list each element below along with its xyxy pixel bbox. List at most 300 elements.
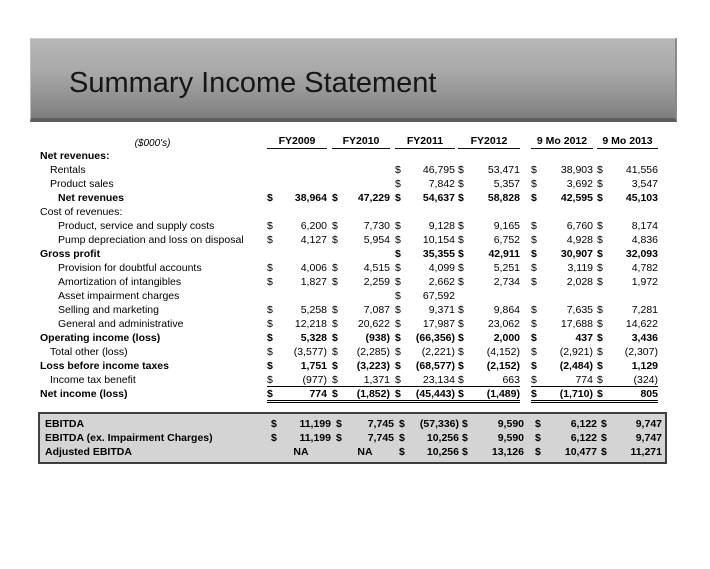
amount: 5,357 [493, 178, 520, 190]
table-row [38, 289, 658, 303]
dollar-sign: $ [597, 248, 603, 260]
value-cell [395, 373, 455, 387]
value-cell [597, 233, 658, 247]
dollar-sign: $ [458, 178, 464, 190]
amount: 5,258 [300, 304, 327, 316]
amount: 42,595 [560, 192, 593, 204]
amount: 20,622 [357, 318, 390, 330]
dollar-sign: $ [458, 304, 464, 316]
row-label: Product, service and supply costs [58, 220, 215, 232]
amount: 46,795 [422, 164, 455, 176]
table-row [38, 233, 658, 247]
row-label: Asset impairment charges [58, 290, 180, 302]
value-cell [458, 387, 520, 401]
amount: (1,489) [486, 388, 520, 400]
income-statement-rows [38, 149, 658, 401]
amount: 3,119 [567, 262, 593, 274]
value-cell [336, 445, 394, 459]
dollar-sign: $ [332, 234, 338, 246]
amount: 8,174 [631, 220, 658, 232]
slide-title-banner [30, 38, 677, 122]
table-row [38, 359, 658, 373]
value-cell [395, 163, 455, 177]
value-cell [271, 417, 331, 431]
dollar-sign: $ [535, 446, 541, 458]
value-cell [395, 289, 455, 303]
dollar-sign: $ [395, 178, 401, 190]
amount: 6,752 [493, 234, 520, 246]
dollar-sign: $ [332, 388, 338, 400]
dollar-sign: $ [597, 360, 603, 372]
amount: 2,000 [493, 332, 520, 344]
value-cell [458, 261, 520, 275]
amount: 23,134 [422, 374, 455, 386]
value-cell [601, 417, 662, 431]
table-row [38, 331, 658, 345]
column-header: 9 Mo 2012 [531, 135, 593, 149]
dollar-sign: $ [395, 290, 401, 302]
dollar-sign: $ [597, 374, 603, 386]
amount: 58,828 [487, 192, 520, 204]
amount: 4,127 [300, 234, 327, 246]
amount: 805 [640, 388, 658, 400]
dollar-sign: $ [267, 304, 273, 316]
amount: 11,199 [299, 432, 331, 444]
value-cell [531, 163, 593, 177]
dollar-sign: $ [267, 332, 273, 344]
value-cell [597, 247, 658, 261]
value-cell [462, 445, 524, 459]
amount: 1,972 [631, 276, 658, 288]
amount: 7,745 [367, 432, 394, 444]
value-cell [267, 317, 327, 331]
dollar-sign: $ [597, 192, 603, 204]
value-cell [535, 417, 597, 431]
value-cell [395, 247, 455, 261]
amount: (938) [365, 332, 390, 344]
amount: 9,590 [497, 432, 524, 444]
value-cell [267, 303, 327, 317]
amount: 10,477 [564, 446, 597, 458]
amount: 13,126 [491, 446, 524, 458]
amount: 17,688 [560, 318, 593, 330]
table-row [38, 205, 658, 219]
amount: 9,747 [635, 432, 662, 444]
value-cell [267, 233, 327, 247]
value-cell [531, 261, 593, 275]
amount: 6,200 [300, 220, 327, 232]
amount: 4,928 [566, 234, 593, 246]
value-cell [531, 275, 593, 289]
value-cell [336, 417, 394, 431]
table-row [38, 275, 658, 289]
amount: 67,592 [422, 290, 455, 302]
dollar-sign: $ [458, 164, 464, 176]
amount: 5,251 [493, 262, 520, 274]
dollar-sign: $ [462, 446, 468, 458]
value-cell [395, 261, 455, 275]
dollar-sign: $ [332, 332, 338, 344]
value-cell [332, 387, 390, 401]
ebitda-summary-box [38, 412, 667, 464]
amount: 2,734 [493, 276, 520, 288]
dollar-sign: $ [332, 192, 338, 204]
amount: 2,028 [566, 276, 593, 288]
value-cell [458, 219, 520, 233]
dollar-sign: $ [267, 192, 273, 204]
amount: 10,256 [426, 432, 459, 444]
row-label: Rentals [50, 164, 86, 176]
dollar-sign: $ [332, 304, 338, 316]
dollar-sign: $ [395, 262, 401, 274]
amount: 1,827 [300, 276, 327, 288]
value-cell [531, 247, 593, 261]
amount: 10,256 [426, 446, 459, 458]
dollar-sign: $ [458, 332, 464, 344]
amount: 774 [575, 374, 593, 386]
row-label: General and administrative [58, 318, 184, 330]
dollar-sign: $ [597, 304, 603, 316]
row-label: Adjusted EBITDA [45, 446, 132, 458]
value-cell [458, 247, 520, 261]
value-cell [332, 191, 390, 205]
value-cell [332, 373, 390, 387]
value-cell [531, 317, 593, 331]
amount: 7,635 [566, 304, 593, 316]
value-cell [597, 177, 658, 191]
amount: 437 [575, 332, 593, 344]
dollar-sign: $ [332, 374, 338, 386]
value-cell [597, 387, 658, 401]
value-cell [395, 331, 455, 345]
na-value: NA [293, 446, 309, 458]
row-label: Cost of revenues: [40, 206, 123, 218]
table-row [38, 261, 658, 275]
dollar-sign: $ [458, 388, 464, 400]
dollar-sign: $ [267, 220, 273, 232]
dollar-sign: $ [597, 276, 603, 288]
dollar-sign: $ [531, 220, 537, 232]
amount: (57,336) [419, 418, 459, 430]
amount: 4,099 [428, 262, 455, 274]
dollar-sign: $ [531, 276, 537, 288]
value-cell [332, 303, 390, 317]
value-cell [597, 275, 658, 289]
amount: 41,556 [625, 164, 658, 176]
value-cell [597, 317, 658, 331]
dollar-sign: $ [458, 374, 464, 386]
amount: 7,745 [367, 418, 394, 430]
dollar-sign: $ [395, 304, 401, 316]
amount: (3,577) [293, 346, 327, 358]
amount: 6,122 [570, 418, 597, 430]
value-cell [597, 219, 658, 233]
dollar-sign: $ [332, 318, 338, 330]
dollar-sign: $ [535, 432, 541, 444]
value-cell [462, 431, 524, 445]
amount: 5,954 [363, 234, 390, 246]
value-cell [531, 345, 593, 359]
value-cell [399, 417, 459, 431]
value-cell [531, 233, 593, 247]
value-cell [458, 359, 520, 373]
value-cell [531, 387, 593, 401]
amount: 32,093 [625, 248, 658, 260]
dollar-sign: $ [458, 318, 464, 330]
dollar-sign: $ [267, 374, 273, 386]
value-cell [531, 373, 593, 387]
value-cell [531, 177, 593, 191]
value-cell [267, 331, 327, 345]
dollar-sign: $ [267, 360, 273, 372]
value-cell [458, 191, 520, 205]
amount: 7,087 [363, 304, 390, 316]
amount: 774 [309, 388, 327, 400]
value-cell [597, 345, 658, 359]
value-cell [395, 345, 455, 359]
row-label: Operating income (loss) [40, 332, 161, 344]
value-cell [531, 303, 593, 317]
value-cell [267, 261, 327, 275]
table-row [38, 219, 658, 233]
amount: 12,218 [294, 318, 327, 330]
dollar-sign: $ [531, 318, 537, 330]
amount: 5,328 [300, 332, 327, 344]
amount: (324) [633, 374, 658, 386]
dollar-sign: $ [531, 234, 537, 246]
column-header: FY2012 [458, 135, 520, 149]
value-cell [601, 431, 662, 445]
amount: 6,760 [566, 220, 593, 232]
dollar-sign: $ [597, 318, 603, 330]
dollar-sign: $ [336, 432, 342, 444]
value-cell [271, 431, 331, 445]
amount: (66,356) [415, 332, 455, 344]
value-cell [458, 275, 520, 289]
dollar-sign: $ [531, 304, 537, 316]
dollar-sign: $ [458, 276, 464, 288]
amount: 9,864 [493, 304, 520, 316]
value-cell [458, 331, 520, 345]
amount: 54,637 [422, 192, 455, 204]
value-cell [267, 345, 327, 359]
value-cell [395, 275, 455, 289]
amount: (977) [302, 374, 327, 386]
table-row [38, 373, 658, 387]
dollar-sign: $ [531, 164, 537, 176]
dollar-sign: $ [395, 360, 401, 372]
dollar-sign: $ [597, 178, 603, 190]
dollar-sign: $ [535, 418, 541, 430]
value-cell [458, 303, 520, 317]
value-cell [531, 359, 593, 373]
amount: 38,903 [560, 164, 593, 176]
amount: 9,590 [497, 418, 524, 430]
amount: 45,103 [625, 192, 658, 204]
value-cell [458, 345, 520, 359]
dollar-sign: $ [597, 332, 603, 344]
dollar-sign: $ [332, 262, 338, 274]
amount: 53,471 [487, 164, 520, 176]
dollar-sign: $ [336, 418, 342, 430]
amount: (3,223) [356, 360, 390, 372]
row-label: Total other (loss) [50, 346, 128, 358]
table-header-row [38, 131, 658, 149]
table-row [38, 163, 658, 177]
dollar-sign: $ [332, 276, 338, 288]
row-label: Net revenues: [40, 150, 110, 162]
amount: 4,836 [631, 234, 658, 246]
dollar-sign: $ [395, 234, 401, 246]
value-cell [395, 387, 455, 401]
amount: 7,730 [363, 220, 390, 232]
value-cell [336, 431, 394, 445]
dollar-sign: $ [395, 164, 401, 176]
value-cell [601, 445, 662, 459]
dollar-sign: $ [267, 318, 273, 330]
row-label: Provision for doubtful accounts [58, 262, 202, 274]
dollar-sign: $ [332, 360, 338, 372]
row-label: Net income (loss) [40, 388, 128, 400]
dollar-sign: $ [462, 432, 468, 444]
value-cell [458, 317, 520, 331]
amount: 7,281 [631, 304, 658, 316]
dollar-sign: $ [332, 220, 338, 232]
value-cell [267, 219, 327, 233]
value-cell [597, 191, 658, 205]
dollar-sign: $ [267, 262, 273, 274]
amount: (2,921) [559, 346, 593, 358]
amount: 4,515 [363, 262, 390, 274]
row-label: Income tax benefit [50, 374, 136, 386]
value-cell [332, 219, 390, 233]
dollar-sign: $ [458, 346, 464, 358]
dollar-sign: $ [601, 446, 607, 458]
value-cell [267, 387, 327, 401]
value-cell [332, 233, 390, 247]
column-header: FY2009 [267, 135, 327, 149]
value-cell [332, 331, 390, 345]
amount: 4,006 [300, 262, 327, 274]
amount: 9,165 [493, 220, 520, 232]
dollar-sign: $ [267, 346, 273, 358]
amount: 3,436 [631, 332, 658, 344]
value-cell [531, 331, 593, 345]
dollar-sign: $ [597, 220, 603, 232]
amount: 10,154 [422, 234, 455, 246]
dollar-sign: $ [597, 388, 603, 400]
amount: (2,307) [624, 346, 658, 358]
dollar-sign: $ [531, 346, 537, 358]
ebitda-row [42, 445, 662, 459]
value-cell [332, 261, 390, 275]
dollar-sign: $ [531, 192, 537, 204]
value-cell [395, 303, 455, 317]
column-header: FY2010 [332, 135, 390, 149]
value-cell [458, 373, 520, 387]
dollar-sign: $ [399, 446, 405, 458]
dollar-sign: $ [458, 248, 464, 260]
ebitda-row [42, 431, 662, 445]
value-cell [458, 163, 520, 177]
value-cell [332, 317, 390, 331]
value-cell [267, 275, 327, 289]
amount: (2,152) [486, 360, 520, 372]
amount: (45,443) [415, 388, 455, 400]
amount: 7,842 [428, 178, 455, 190]
value-cell [395, 191, 455, 205]
value-cell [462, 417, 524, 431]
value-cell [267, 373, 327, 387]
underline-rule [267, 400, 520, 403]
amount: 663 [502, 374, 520, 386]
dollar-sign: $ [395, 192, 401, 204]
amount: 42,911 [488, 248, 520, 260]
dollar-sign: $ [399, 432, 405, 444]
value-cell [399, 431, 459, 445]
underline-rule [531, 400, 658, 403]
dollar-sign: $ [458, 234, 464, 246]
row-label: Net revenues [58, 192, 124, 204]
amount: 17,987 [422, 318, 455, 330]
value-cell [271, 445, 331, 459]
amount: 6,122 [570, 432, 597, 444]
amount: 9,128 [428, 220, 455, 232]
dollar-sign: $ [458, 360, 464, 372]
value-cell [332, 345, 390, 359]
row-label: Product sales [50, 178, 114, 190]
amount: 9,371 [428, 304, 455, 316]
amount: 1,129 [631, 360, 658, 372]
row-label: Gross profit [40, 248, 101, 260]
table-row [38, 149, 658, 163]
slide-title: Summary Income Statement [69, 67, 437, 99]
dollar-sign: $ [601, 432, 607, 444]
amount: 4,782 [631, 262, 658, 274]
value-cell [597, 373, 658, 387]
amount: 14,622 [625, 318, 658, 330]
row-label: EBITDA [45, 418, 85, 430]
value-cell [597, 331, 658, 345]
value-cell [531, 191, 593, 205]
table-row [38, 191, 658, 205]
dollar-sign: $ [267, 234, 273, 246]
amount: (4,152) [486, 346, 520, 358]
dollar-sign: $ [597, 262, 603, 274]
value-cell [267, 359, 327, 373]
value-cell [332, 359, 390, 373]
table-row [38, 345, 658, 359]
amount: 2,662 [428, 276, 455, 288]
amount: (1,710) [559, 388, 593, 400]
dollar-sign: $ [395, 248, 401, 260]
dollar-sign: $ [267, 276, 273, 288]
dollar-sign: $ [458, 192, 464, 204]
value-cell [395, 233, 455, 247]
value-cell [395, 177, 455, 191]
unit-label: ($000's) [134, 138, 171, 149]
table-row [38, 247, 658, 261]
amount: 11,199 [299, 418, 331, 430]
row-label: Loss before income taxes [40, 360, 169, 372]
dollar-sign: $ [531, 388, 537, 400]
dollar-sign: $ [531, 248, 537, 260]
value-cell [535, 445, 597, 459]
amount: 23,062 [487, 318, 520, 330]
value-cell [531, 219, 593, 233]
ebitda-row [42, 417, 662, 431]
table-row [38, 317, 658, 331]
